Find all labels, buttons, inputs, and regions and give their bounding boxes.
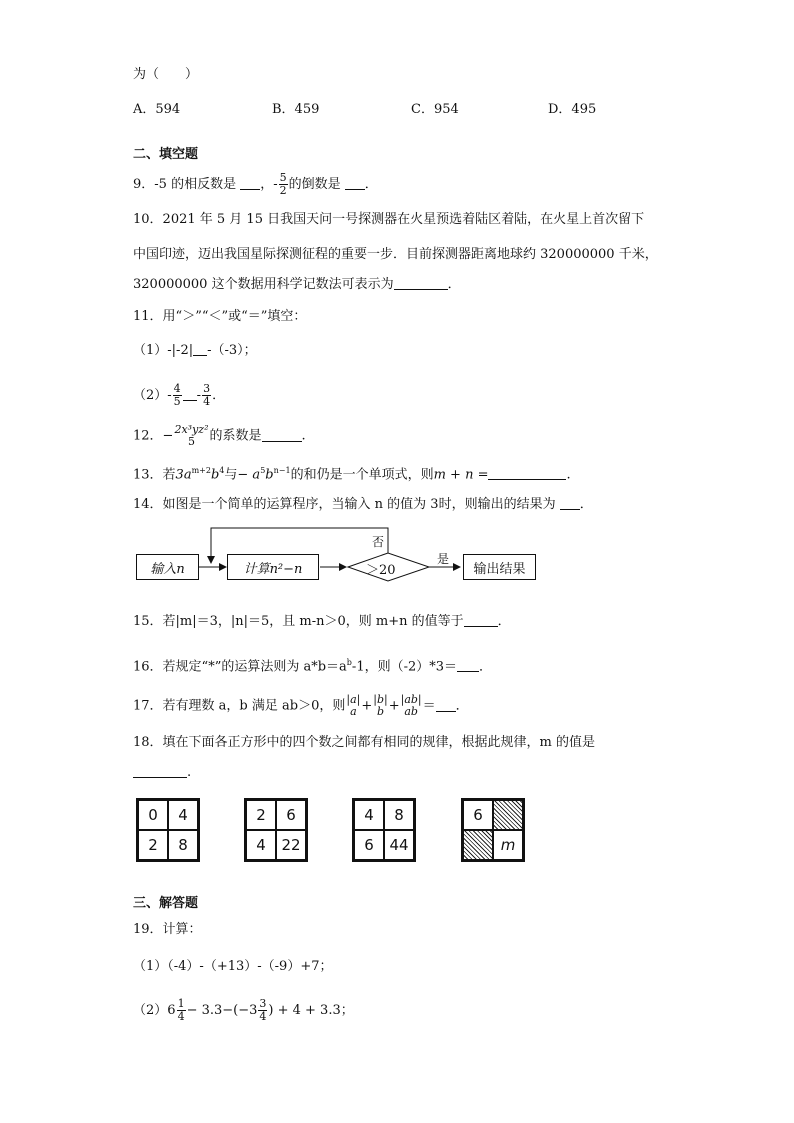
q17-fraction-2: |b| b [373,693,388,718]
q10-line-2: 中国印迹，迈出我国星际探测征程的重要一步．目前探测器距离地球约 320000000 千米， [133,247,658,262]
square-2-br: 22 [276,830,306,860]
question-13 [133,462,571,484]
flow-input-box: 输入n [136,554,199,580]
q14-end: ． [579,497,593,512]
square-1-tl: 0 [138,800,168,830]
q11-part-2 [133,383,225,408]
q12-blank[interactable] [262,441,302,442]
number-square-2 [244,798,308,862]
number-square-1 [136,798,200,862]
square-3-tl: 4 [354,800,384,830]
q16-end: ． [479,659,493,675]
number-square-4 [461,798,525,862]
q12-neg: − [162,428,174,444]
square-1-tr: 4 [168,800,198,830]
q9-end: ． [364,177,378,192]
square-2-bl: 4 [246,830,276,860]
q14-text: 14．如图是一个简单的运算程序，当输入 n 的值为 3时，则输出的结果为 [133,497,556,512]
square-2-tr: 6 [276,800,306,830]
q12-end: . [301,428,306,444]
q11-p1-blank[interactable] [193,355,207,356]
q13-and: 与 [224,467,238,483]
square-1-bl: 2 [138,830,168,860]
section-title-solve: 三、解答题 [133,896,199,911]
q9-num: 9． [133,177,155,192]
q15-text: 15．若|m|＝3，|n|＝5，且 m-n＞0，则 m+n 的值等于 [133,614,464,629]
q9-blank-2[interactable] [345,189,365,190]
q19-p2-fraction-2: $\frac{3}{4}$ [259,997,267,1023]
q17-plus-1: + [361,698,373,714]
q13-term-3: − a [237,467,261,483]
q17-fraction-3: |ab| ab [400,693,422,718]
q13-exp-4: n−1 [273,466,291,475]
q10-end: ． [447,277,461,292]
q12-num: 12． [133,428,163,444]
square-2-tl: 2 [246,800,276,830]
square-4-bl-hatched [463,830,493,860]
q15-end: ． [497,614,511,629]
q17-fraction-1: |a| a [346,693,361,718]
q13-exp-1: m+2 [191,466,211,475]
q19-part-2 [133,998,354,1023]
q17-eq: ＝ [422,698,436,714]
question-17 [133,694,469,718]
q19-intro: 19．计算： [133,922,202,937]
q19-p2-c: ) + 4 + 3.3； [268,1003,354,1018]
q9-blank-1[interactable] [240,189,260,190]
option-a[interactable]: A．594 [133,102,181,117]
q10-line-1: 10．2021 年 5 月 15 日我国天问一号探测器在火星预选着陆区着陆，在火星上首次留下 [133,212,645,227]
q18-blank[interactable] [133,777,187,778]
option-c[interactable]: C．954 [411,102,459,117]
q17-plus-2: + [388,698,400,714]
q17-blank[interactable] [436,711,456,712]
question-14 [133,496,593,514]
flow-output-box: 输出结果 [463,554,536,580]
section-title-fill-blank: 二、填空题 [133,147,199,162]
q10-line-3 [133,276,461,294]
q9-text-b: ，- [260,177,278,192]
flow-no-label: 否 [372,535,385,549]
q11-p2-mid: - [196,388,202,403]
q16-exp: b [346,658,352,667]
q10-blank[interactable] [394,289,448,290]
square-4-br: m [493,830,523,860]
q17-end: ． [455,698,469,714]
q11-p2-end: ． [212,388,226,403]
q12-fraction: 2x³yz² 5 [174,423,209,448]
flow-compute-box: 计算n²−n [227,554,319,580]
q15-blank[interactable] [464,626,498,627]
number-square-3 [352,798,416,862]
q17-text: 17．若有理数 a，b 满足 ab＞0，则 [133,698,346,714]
q19-part-1: （1）（-4）-（+13）-（-9）+7； [133,959,333,974]
q9-fraction: $\frac{5}{2}$ [279,171,287,197]
q11-p1-label: （1） [133,343,168,358]
q11-p2-blank[interactable] [183,400,197,401]
q11-p1-expr-b: -（-3）； [207,343,257,358]
q19-p2-b: − 3.3−(−3 [186,1003,258,1018]
q19-p2-label: （2） [133,1003,168,1018]
q13-end: . [566,467,571,483]
square-3-br: 44 [384,830,414,860]
question-12 [133,424,306,448]
q11-p2-fraction-1: $\frac{4}{5}$ [173,382,181,408]
square-3-tr: 8 [384,800,414,830]
question-16 [133,654,492,676]
q18-text: 18．填在下面各正方形中的四个数之间都有相同的规律，根据此规律，m 的值是 [133,735,596,750]
q13-term-1: 3a [175,467,192,483]
square-4-tr-hatched [493,800,523,830]
q12-text: 的系数是 [209,428,262,444]
q11-p2-label: （2）- [133,388,172,403]
q13-term-4: b [265,467,274,483]
q19-p2-fraction-1: $\frac{1}{4}$ [177,997,185,1023]
question-15 [133,613,511,631]
q13-expr: m + n = [433,467,489,483]
q9-text-c: 的倒数是 [288,177,341,192]
option-b[interactable]: B．459 [272,102,320,117]
square-4-tl: 6 [463,800,493,830]
q13-num: 13．若 [133,467,176,483]
flow-yes-label: 是 [437,552,450,566]
q13-exp-3: 5 [260,466,266,475]
option-d[interactable]: D．495 [548,102,597,117]
q14-blank[interactable] [560,509,580,510]
square-3-bl: 6 [354,830,384,860]
q16-text-2: -1，则（-2）*3＝ [351,659,458,675]
q18-answer-line [133,764,191,782]
q11-p1-expr-a: -|-2| [167,343,194,358]
q11-intro: 11．用“＞”“＜”或“＝”填空： [133,309,307,324]
q16-text: 16．若规定“*”的运算法则为 a*b＝a [133,659,347,675]
question-9 [133,172,378,197]
q13-term-2: b [210,467,220,483]
q13-text: 的和仍是一个单项式，则 [290,467,434,483]
q19-p2-a: 6 [167,1003,176,1018]
q11-part-1 [133,342,257,360]
q8-tail: 为（ ） [133,67,199,82]
flow-condition-label: ＞20 [366,563,396,578]
q13-blank[interactable] [488,479,566,480]
q18-end: . [187,765,192,780]
q13-exp-2: 4 [219,466,225,475]
q11-p2-fraction-2: $\frac{3}{4}$ [203,382,211,408]
q9-text-a: -5 的相反数是 [154,177,237,192]
q10-line-3-text: 320000000 这个数据用科学记数法可表示为 [133,277,394,292]
square-1-br: 8 [168,830,198,860]
q16-blank[interactable] [457,671,479,672]
